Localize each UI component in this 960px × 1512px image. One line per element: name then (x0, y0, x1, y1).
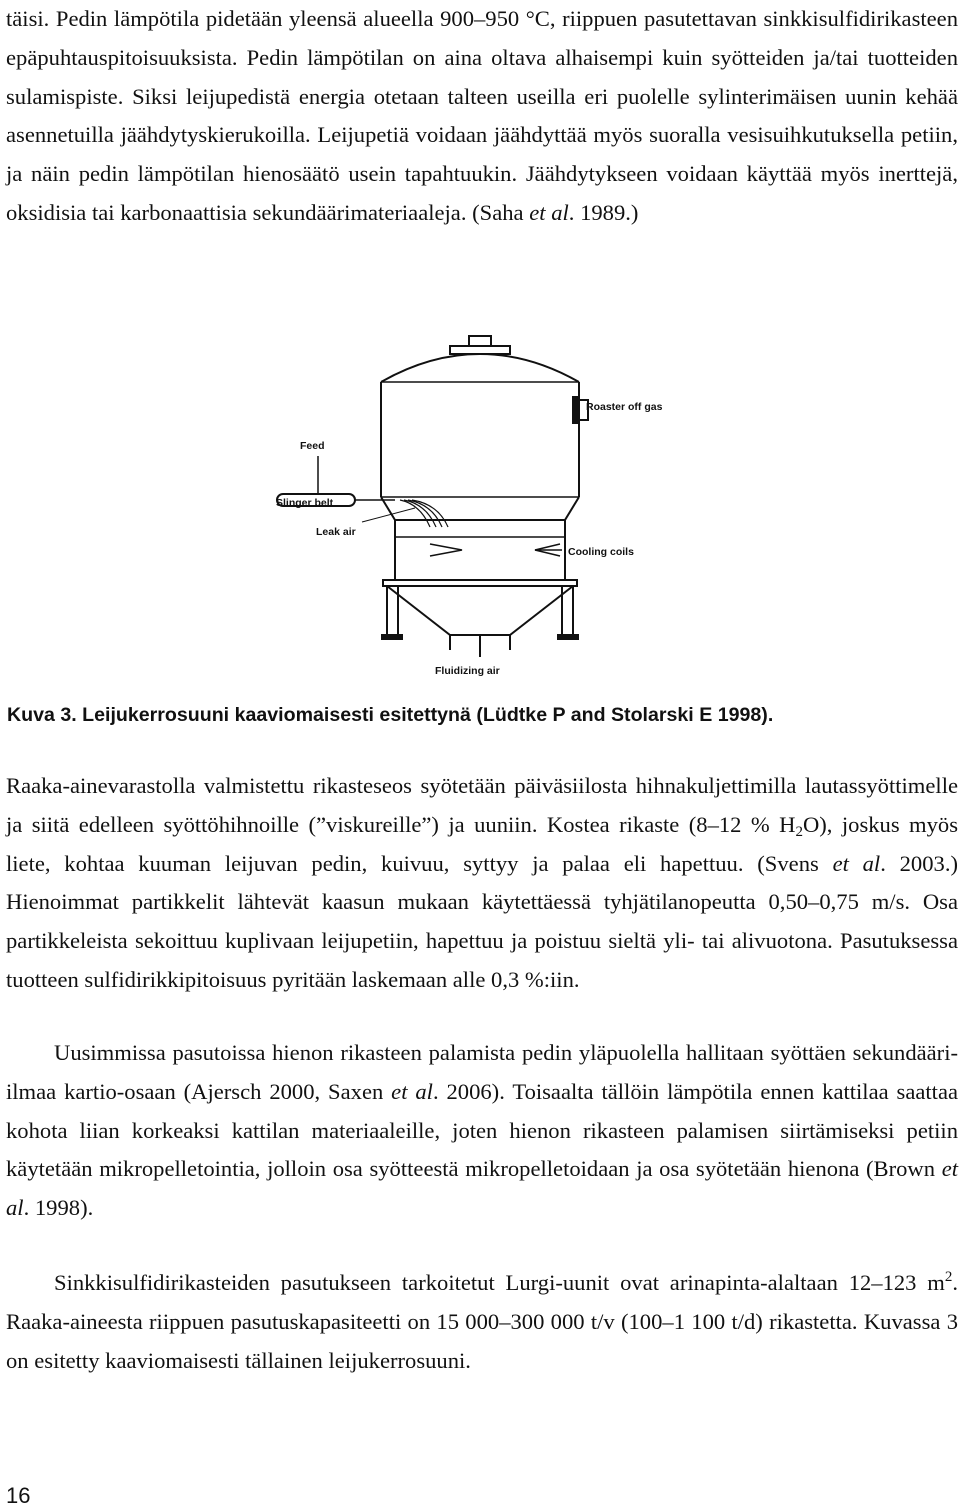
paragraph-2 (6, 767, 958, 1000)
paragraph-2-text: Raaka-ainevarastolla valmistettu rikasteseos syötetään päiväsiilosta hihnakuljettimilla lautassyöttimelle ja siitä edelleen syöttöhihnoille (”viskureille”) ja uuniin. Kostea rikaste (8–12 % H (6, 773, 958, 837)
paragraph-4-text-end: . Raaka-aineesta riippuen pasutuskapasiteetti on 15 000–300 000 t/v (100–1 100 t/d) rikastetta. Kuvassa 3 on esitetty kaaviomaisesti tällainen leijukerrosuuni. (6, 1270, 958, 1373)
label-fluidizing-air: Fluidizing air (435, 665, 500, 677)
figure-caption: Kuva 3. Leijukerrosuuni kaaviomaisesti esitettynä (Lüdtke P and Stolarski E 1998). (7, 704, 774, 726)
paragraph-4 (6, 1264, 958, 1380)
label-leak-air: Leak air (316, 526, 356, 538)
top-flange (450, 346, 510, 354)
paragraph-3-text-mid: . 2006). Toisaalta tällöin lämpötila ennen kattilaa saattaa kohota liian korkeaksi kattilan materiaaleille, joten hienon rikasteen palamisen siirtämiseksi petiin käytetään mikropelletointia, jolloin osa syötteestä mikropelletoidaan ja osa syötetään hienona (Brown (6, 1078, 958, 1182)
upper-cylinder (381, 382, 579, 497)
paragraph-1 (6, 0, 958, 233)
top-cap (469, 336, 491, 346)
page-number: 16 (6, 1483, 31, 1508)
label-feed: Feed (300, 440, 325, 452)
support-rim (383, 580, 577, 586)
citation-et-al: et al (6, 1156, 958, 1221)
paragraph-1-text: täisi. Pedin lämpötila pidetään yleensä alueella 900–950 °C, riippuen pasutettavan sinkkisulfidirikasteen epäpuhtauspitoisuuksista. Pedin lämpötilan on aina oltava alhaisempi kuin syötteiden ja/tai tuotteiden sulamispiste. Siksi leijupedistä energia otetaan talteen useilla eri puolelle sylinterimäisen uunin kehää asennetuilla jäähdytyskierukoilla. Leijupetiä voidaan jäähdyttää myös suoralla vesisuihkutuksella petiin, ja näin pedin lämpötilan hienosäätö usein tapahtuukin. Jäähdytykseen voidaan käyttää myös inerttejä, oksidisia tai karbonaattisia sekundäärimateriaaleja. (Saha (6, 6, 958, 225)
paragraph-2-text-mid: O), joskus myös liete, kohtaa kuuman leijuvan pedin, kuivuu, syttyy ja palaa eli hapettuu. (Svens (6, 811, 959, 876)
paragraph-3-text: Uusimmissa pasutoissa hienon rikasteen palamista pedin yläpuolella hallitaan syöttäen sekundääri-ilmaa kartio-osaan (Ajersch 2000, Saxen (6, 1040, 958, 1104)
paragraph-1-text-end: . 1989.) (568, 199, 639, 225)
dome (381, 354, 579, 382)
paragraph-4-text: Sinkkisulfidirikasteiden pasutukseen tarkoitetut Lurgi-uunit ovat arinapinta-alaltaan 12–123 m (54, 1270, 945, 1295)
label-slinger-belt: Slinger belt (276, 497, 334, 509)
superscript-2: 2 (944, 1269, 953, 1285)
paragraph-2-text-end: . 2003.) Hienoimmat partikkelit lähtevät kaasun mukaan käytettäessä tyhjätilanopeutta 0,50–0,75 m/s. Osa partikkeleista sekoittuu kuplivaan leijupetiin, hapettuu ja poistuu sieltä yli- tai alivuotona. Pasutuksessa tuotteen sulfidirikkipitoisuus pyritään laskemaan alle 0,3 %:iin. (6, 850, 958, 992)
citation-et-al: et al (832, 850, 881, 876)
cooling-coil-left (430, 544, 462, 556)
paragraph-3 (6, 1034, 958, 1228)
fluidized-bed-furnace-diagram (270, 332, 690, 682)
paragraph-3-text-end: . 1998). (23, 1195, 94, 1221)
bottom-cone (387, 586, 573, 635)
citation-et-al: et al (391, 1078, 433, 1104)
label-cooling-coils: Cooling coils (568, 546, 634, 558)
citation-et-al: et al (529, 199, 569, 225)
label-roaster-off-gas: Roaster off gas (586, 401, 663, 413)
subscript-2: 2 (795, 823, 803, 840)
